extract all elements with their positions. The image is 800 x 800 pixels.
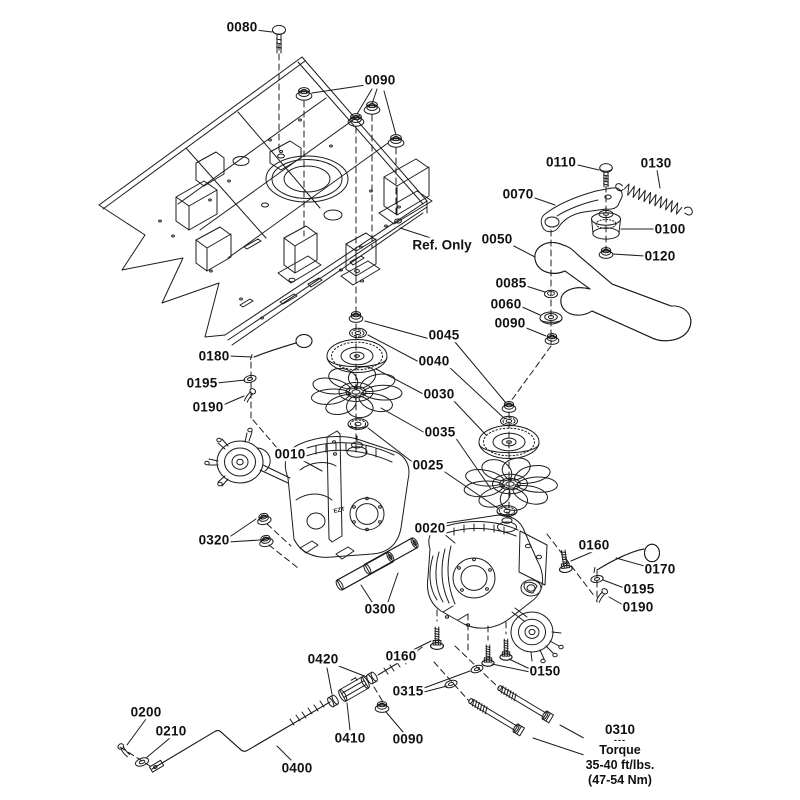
part-callout-0150: 0150: [529, 663, 561, 679]
part-callout-0025: 0025: [412, 457, 444, 473]
torque-line-1: Torque: [599, 743, 641, 757]
part-callout-0050: 0050: [481, 231, 513, 247]
part-callout-0080: 0080: [226, 19, 258, 35]
part-callout-0195: 0195: [186, 375, 218, 391]
left-transaxle-art: [205, 428, 409, 559]
part-callout-0300: 0300: [364, 601, 396, 617]
part-callout-0160: 0160: [385, 648, 417, 664]
tension-spring-art: [614, 180, 694, 219]
part-callout-0100: 0100: [654, 221, 686, 237]
part-callout-0190: 0190: [192, 399, 224, 415]
part-callout-0020: 0020: [414, 520, 446, 536]
part-callout-0210: 0210: [155, 723, 187, 739]
part-callout-0120: 0120: [644, 248, 676, 264]
left-mount-nuts-art: [256, 512, 274, 548]
chassis-frame-art: [99, 57, 432, 345]
frame-nuts-art: [296, 88, 404, 148]
part-callout-0060: 0060: [490, 296, 522, 312]
transaxle-marking: EZT: [333, 506, 346, 515]
reference-only-note: Ref. Only: [412, 237, 472, 253]
part-callout-0070: 0070: [502, 186, 534, 202]
part-callout-0090: 0090: [494, 315, 526, 331]
part-callout-0090: 0090: [364, 72, 396, 88]
torque-note: [584, 722, 657, 788]
mount-bolts-art: [431, 549, 573, 666]
part-callout-0110: 0110: [545, 154, 577, 170]
brake-rod-art: [117, 647, 422, 772]
part-callout-0400: 0400: [281, 760, 313, 776]
part-callout-0195: 0195: [623, 581, 655, 597]
torque-line-2: 35-40 ft/lbs.: [585, 758, 655, 772]
torque-line-3: (47-54 Nm): [588, 773, 652, 787]
part-callout-0190: 0190: [622, 599, 654, 615]
part-callout-0160: 0160: [578, 537, 610, 553]
rod-coupler-art: [336, 673, 371, 702]
part-callout-0420: 0420: [307, 651, 339, 667]
part-callout-0090: 0090: [392, 731, 424, 747]
left-bypass-rod-art: [243, 335, 312, 403]
part-callout-0030: 0030: [423, 386, 455, 402]
right-fan-stack-art: [460, 402, 557, 517]
idler-nut-art: [599, 248, 613, 259]
part-callout-0320: 0320: [198, 532, 230, 548]
part-callout-0315: 0315: [392, 683, 424, 699]
part-callout-0045: 0045: [428, 327, 460, 343]
idler-bolt-art: [600, 164, 613, 187]
idler-pulley-art: [592, 210, 621, 239]
part-callout-0035: 0035: [424, 424, 456, 440]
part-callout-0410: 0410: [334, 730, 366, 746]
part-callout-0130: 0130: [640, 155, 672, 171]
part-callout-0180: 0180: [198, 348, 230, 364]
part-callout-0010: 0010: [274, 446, 306, 462]
part-callout-0040: 0040: [418, 353, 450, 369]
torque-separator: ---: [614, 735, 626, 745]
part-callout-0170: 0170: [644, 561, 676, 577]
cotter-pin-art: [117, 743, 130, 758]
part-callout-0200: 0200: [130, 704, 162, 720]
right-transaxle-art: [427, 512, 563, 663]
torque-part-ref: 0310: [604, 722, 636, 737]
axle-tubes-art: [335, 537, 420, 591]
part-callout-0085: 0085: [495, 275, 527, 291]
